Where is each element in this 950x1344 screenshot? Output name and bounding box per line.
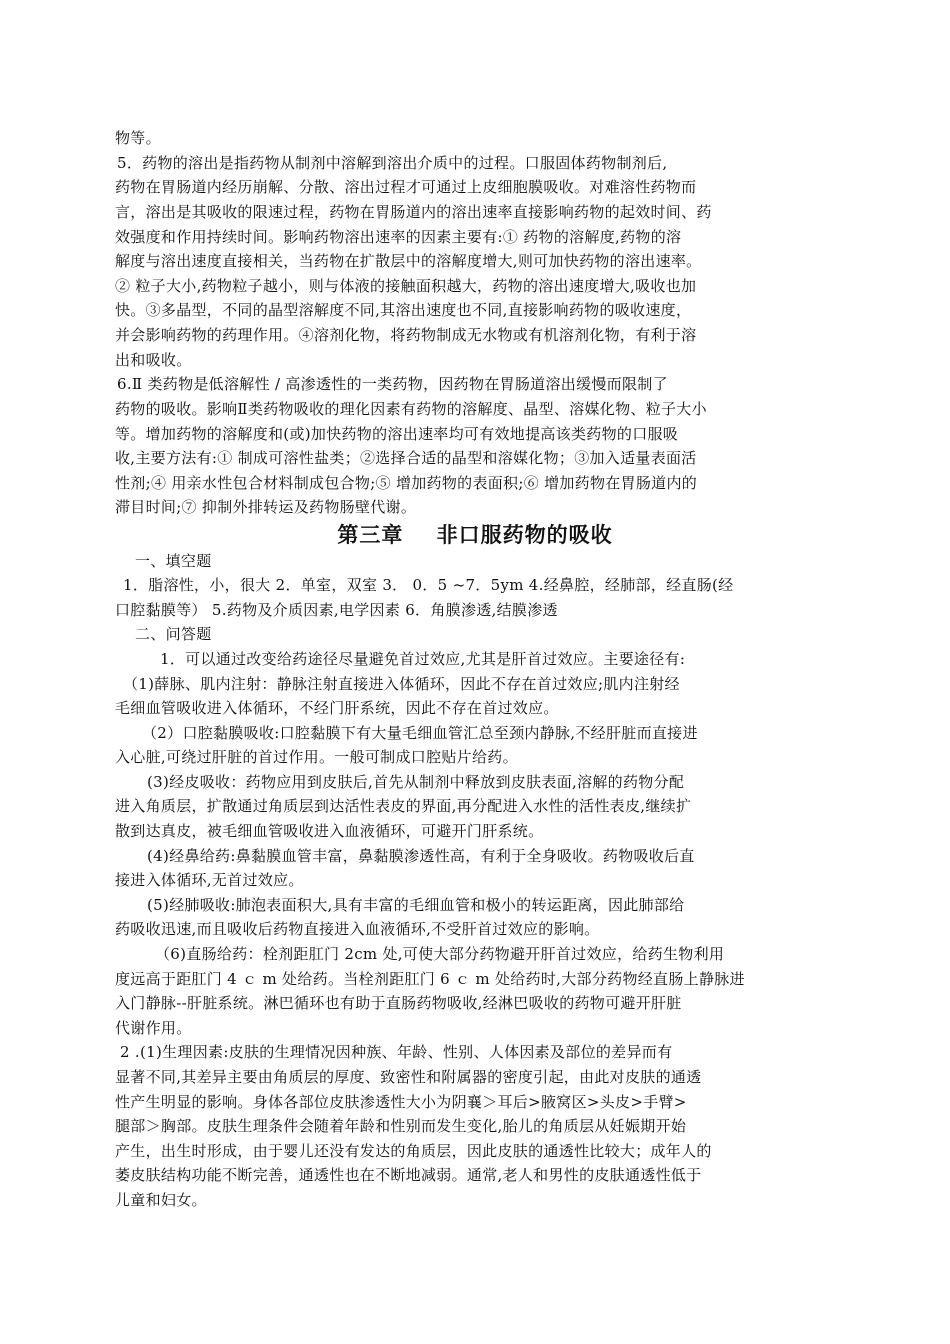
text-line: 儿童和妇女。 bbox=[115, 1191, 207, 1209]
text-line: （2）口腔黏膜吸收:口腔黏膜下有大量毛细血管汇总至颈内静脉,不经肝脏而直接进 bbox=[142, 724, 698, 742]
text-line: 药吸收迅速,而且吸收后药物直接进入血液循环,不受肝首过效应的影响。 bbox=[115, 920, 600, 938]
text-line: 性剂;④ 用亲水性包合材料制成包合物;⑤ 增加药物的表面积;⑥ 增加药物在胃肠道内的 bbox=[115, 474, 698, 492]
section-heading: 一、填空题 bbox=[135, 552, 212, 570]
text-line: 效强度和作用持续时间。影响药物溶出速率的因素主要有:① 药物的溶解度,药物的溶 bbox=[115, 228, 682, 246]
text-line: 入门静脉--肝脏系统。淋巴循环也有助于直肠药物吸收,经淋巴吸收的药物可避开肝脏 bbox=[115, 994, 682, 1012]
text-line: 物等。 bbox=[115, 129, 161, 147]
text-line: (3)经皮吸收：药物应用到皮肤后,首先从制剂中释放到皮肤表面,溶解的药物分配 bbox=[147, 773, 685, 791]
text-line: 毛细血管吸收进入体循环，不经门肝系统，因此不存在首过效应。 bbox=[115, 699, 559, 717]
text-line: 出和吸收。 bbox=[115, 351, 192, 369]
text-line: 显著不同,其差异主要由角质层的厚度、致密性和附属器的密度引起，由此对皮肤的通透 bbox=[115, 1068, 702, 1086]
text-line: 言，溶出是其吸收的限速过程，药物在胃肠道内的溶出速率直接影响药物的起效时间、药 bbox=[115, 203, 712, 221]
text-line: 度远高于距肛门 4 ｃ m 处给药。当栓剂距肛门 6 ｃ m 处给药时,大部分药物经直肠上静脉进 bbox=[115, 970, 745, 988]
chapter-title: 第三章 非口服药物的吸收 bbox=[337, 523, 613, 547]
text-line: 口腔黏膜等） 5.药物及介质因素,电学因素 6．角膜渗透,结膜渗透 bbox=[115, 601, 558, 619]
text-line: （1)薛脉、肌内注射：静脉注射直接进入体循环，因此不存在首过效应;肌内注射经 bbox=[123, 675, 680, 693]
text-line: 2 .(1)生理因素:皮肤的生理情况因种族、年龄、性别、人体因素及部位的差异而有 bbox=[120, 1043, 673, 1061]
text-line: 滞目时间;⑦ 抑制外排转运及药物肠壁代谢。 bbox=[115, 498, 417, 516]
text-line: 代谢作用。 bbox=[115, 1019, 192, 1037]
text-line: 解度与溶出速度直接相关，当药物在扩散层中的溶解度增大,则可加快药物的溶出速率。 bbox=[115, 252, 702, 270]
text-line: 1．脂溶性，小，很大 2．单室，双室 3． 0．5 ~7．5ym 4.经鼻腔，经肺部，经直肠(经 bbox=[123, 576, 734, 594]
text-line: 1．可以通过改变给药途径尽量避免首过效应,尤其是肝首过效应。主要途径有: bbox=[160, 650, 686, 668]
text-line: 萎皮肤结构功能不断完善，通透性也在不断地减弱。通常,老人和男性的皮肤通透性低于 bbox=[115, 1166, 702, 1184]
text-line: 接进入体循环,无首过效应。 bbox=[115, 871, 304, 889]
text-line: ② 粒子大小,药物粒子越小，则与体液的接触面积越大，药物的溶出速度增大,吸收也加 bbox=[115, 277, 697, 295]
text-line: 进入角质层，扩散通过角质层到达活性表皮的界面,再分配进入水性的活性表皮,继续扩 bbox=[115, 797, 692, 815]
text-line: 5．药物的溶出是指药物从制剂中溶解到溶出介质中的过程。口服固体药物制剂后, bbox=[117, 154, 668, 172]
text-line: (5)经肺吸收:肺泡表面积大,具有丰富的毛细血管和极小的转运距离，因此肺部给 bbox=[147, 896, 685, 914]
text-line: 快。③多晶型，不同的晶型溶解度不同,其溶出速度也不同,直接影响药物的吸收速度， bbox=[115, 301, 692, 319]
text-line: 药物的吸收。影响Ⅱ类药物吸收的理化因素有药物的溶解度、晶型、溶媒化物、粒子大小 bbox=[115, 400, 707, 418]
text-line: (4)经鼻给药:鼻黏膜血管丰富，鼻黏膜渗透性高，有利于全身吸收。药物吸收后直 bbox=[147, 847, 695, 865]
text-line: 腿部＞胸部。皮肤生理条件会随着年龄和性别而发生变化,胎儿的角质层从妊娠期开始 bbox=[115, 1117, 687, 1135]
text-line: 药物在胃肠道内经历崩解、分散、溶出过程才可通过上皮细胞膜吸收。对难溶性药物而 bbox=[115, 178, 697, 196]
text-line: 收,主要方法有:① 制成可溶性盐类；②选择合适的晶型和溶媒化物；③加入适量表面活 bbox=[115, 449, 697, 467]
section-heading: 二、问答题 bbox=[135, 625, 212, 643]
text-line: （6)直肠给药：栓剂距肛门 2cm 处,可使大部分药物避开肝首过效应，给药生物利用 bbox=[155, 945, 725, 963]
text-line: 入心脏,可绕过肝脏的首过作用。一般可制成口腔贴片给药。 bbox=[115, 748, 518, 766]
text-line: 产生，出生时形成，由于婴儿还没有发达的角质层，因此皮肤的通透性比较大；成年人的 bbox=[115, 1142, 712, 1160]
text-line: 并会影响药物的药理作用。④溶剂化物，将药物制成无水物或有机溶剂化物，有利于溶 bbox=[115, 326, 697, 344]
text-line: 性产生明显的影响。身体各部位皮肤渗透性大小为阴襄＞耳后>腋窝区>头皮>手臂> bbox=[115, 1093, 687, 1111]
text-line: 散到达真皮，被毛细血管吸收进入血液循环，可避开门肝系统。 bbox=[115, 822, 544, 840]
text-line: 6.Ⅱ 类药物是低溶解性 / 高渗透性的一类药物，因药物在胃肠道溶出缓慢而限制了 bbox=[117, 375, 668, 393]
text-line: 等。增加药物的溶解度和(或)加快药物的溶出速率均可有效地提高该类药物的口服吸 bbox=[115, 425, 679, 443]
